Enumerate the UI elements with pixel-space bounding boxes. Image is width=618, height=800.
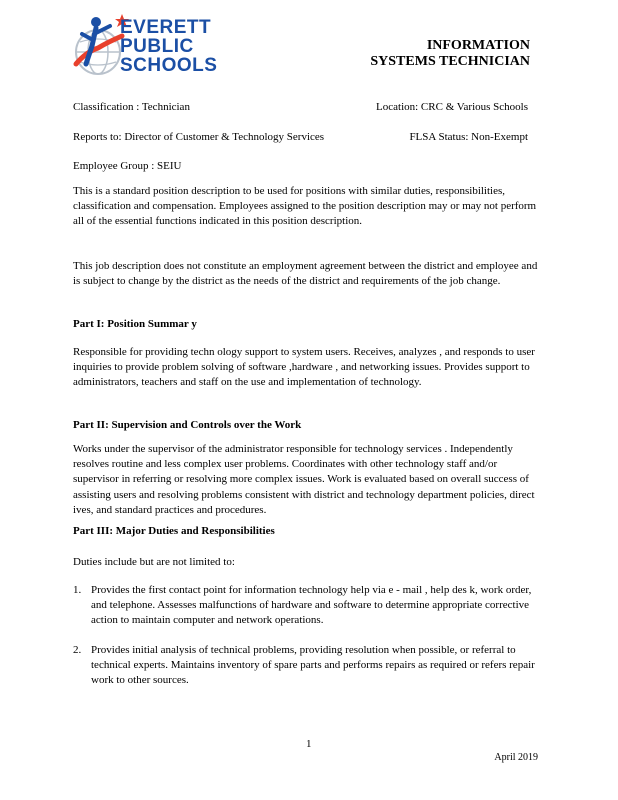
logo-text-line: EVERETT xyxy=(120,17,212,38)
list-item-text: Provides initial analysis of technical problems, providing resolution when possible, or referral to technical experts. Maintains inventory of spare parts and performs repairs as required or refers repair work to other sources. xyxy=(91,644,535,687)
classification-field: Classification : Technician xyxy=(73,101,190,113)
section-heading-part-2: Part II: Supervision and Controls over the Work xyxy=(73,419,302,431)
page-number: 1 xyxy=(306,738,312,750)
location-field: Location: CRC & Various Schools xyxy=(376,101,528,113)
position-summary-paragraph: Responsible for providing techn ology support to system users. Receives, analyzes , and responds to user inquiries to provide problem solving of software ,hardware , and networking issues. Provides support to administrators, teachers and staff on the use and implementation of technology. xyxy=(73,346,535,389)
employee-group-field: Employee Group : SEIU xyxy=(73,160,182,172)
list-item-number: 2. xyxy=(73,644,82,656)
logo-text-line: SCHOOLS xyxy=(120,55,218,76)
intro-paragraph-1: This is a standard position description to be used for positions with similar duties, responsibilities, classification and compensation. Employees assigned to the position description may or may not perform all of the essential functions indicated in this position description. xyxy=(73,185,537,228)
list-item-number: 1. xyxy=(73,584,82,596)
duties-intro: Duties include but are not limited to: xyxy=(73,556,235,568)
supervision-paragraph: Works under the supervisor of the administrator responsible for technology services . Independently resolves routine and less complex user problems. Coordinates with other technology staff and/or supervisor in referring or resolving more complex issues. Work is evaluated based on overall success of assisting users and resolving problems consistent with district and technology department policies, direct ives, and standard practices and procedures. xyxy=(73,443,535,516)
logo-text-line: PUBLIC xyxy=(120,36,194,57)
section-heading-part-1: Part I: Position Summar y xyxy=(73,318,197,330)
title-line-1: INFORMATION xyxy=(426,38,530,53)
everett-public-schools-logo xyxy=(72,12,242,82)
list-item-text: Provides the first contact point for information technology help via e - mail , help des k, work order, and telephone. Assesses malfunctions of hardware and software to determine appropriate corrective action to maintain computer and network operations. xyxy=(91,584,532,627)
footer-date: April 2019 xyxy=(494,752,538,763)
reports-to-field: Reports to: Director of Customer & Technology Services xyxy=(73,131,325,143)
title-line-2: SYSTEMS TECHNICIAN xyxy=(370,54,530,69)
section-heading-part-3: Part III: Major Duties and Responsibilities xyxy=(73,525,275,537)
flsa-status-field: FLSA Status: Non-Exempt xyxy=(409,131,528,143)
document-title xyxy=(370,38,530,70)
intro-paragraph-2: This job description does not constitute an employment agreement between the district and employee and is subject to change by the district as the needs of the district and requirements of the job change. xyxy=(73,260,538,288)
